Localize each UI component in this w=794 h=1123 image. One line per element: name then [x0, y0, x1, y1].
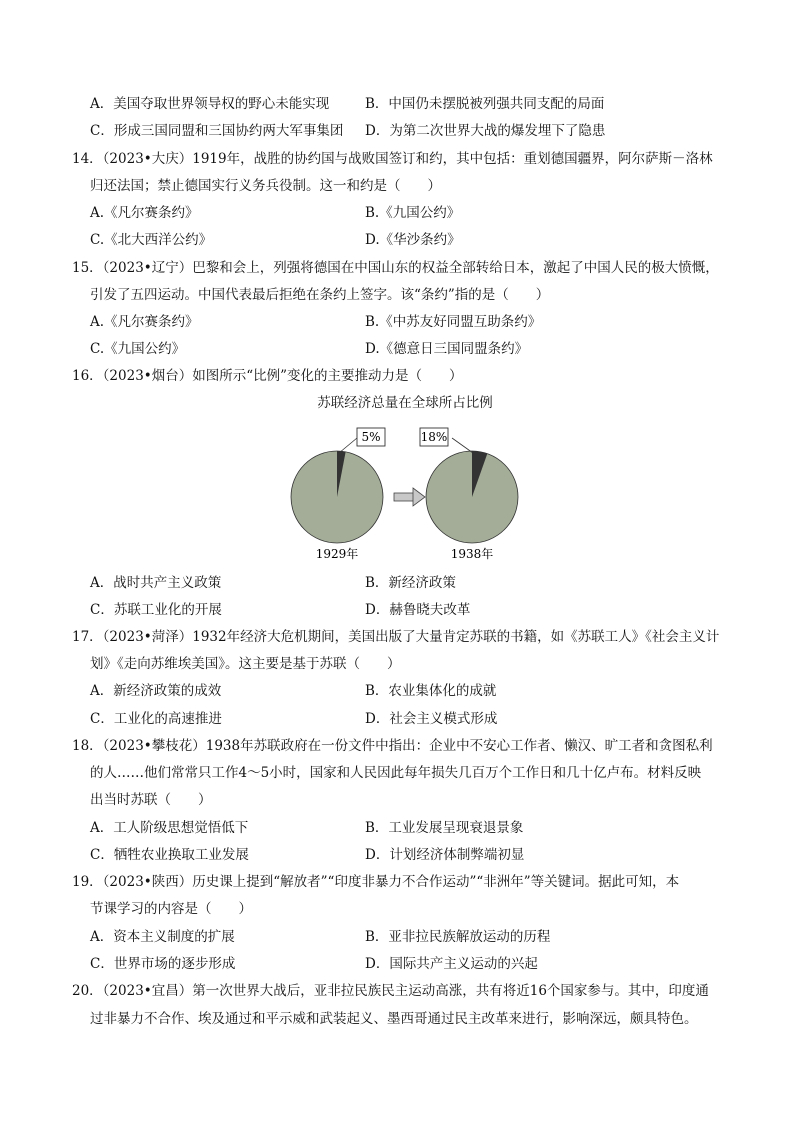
q19-stem-line1: 19．（2023•陕西）历史课上提到“解放者”“印度非暴力不合作运动”“非洲年”等关键词。据此可知，本 — [72, 874, 680, 890]
q19-option-d: D．国际共产主义运动的兴起 — [365, 956, 538, 972]
q14-option-a: A.《凡尔赛条约》 — [90, 205, 199, 221]
q18-stem-line1: 18．（2023•攀枝花）1938年苏联政府在一份文件中指出：企业中不安心工作者、懒汉、旷工者和贪图私利 — [72, 738, 713, 754]
q16-option-c: C．苏联工业化的开展 — [90, 602, 222, 618]
q18-stem-line3: 出当时苏联（ ） — [90, 792, 212, 808]
q18-stem-line2: 的人……他们常常只工作4～5小时，国家和人民因此每年损失几百万个工作日和几十亿卢布。材料反映 — [90, 765, 702, 781]
q14-option-c: C.《北大西洋公约》 — [90, 232, 213, 248]
q14-option-d: D.《华沙条约》 — [365, 232, 461, 248]
q16-stem-line1: 16．（2023•烟台）如图所示“比例”变化的主要推动力是（ ） — [72, 368, 463, 384]
share-label-1: 5% — [361, 430, 381, 444]
arrow-right-icon — [394, 488, 425, 506]
leader-line-1 — [339, 438, 357, 453]
q17-stem-line2: 划》《走向苏维埃美国》。这主要是基于苏联（ ） — [90, 656, 401, 672]
q14-stem-line1: 14．（2023•大庆）1919年，战胜的协约国与战败国签订和约，其中包括：重划德国疆界，阿尔萨斯－洛林 — [72, 151, 713, 167]
q15-option-b: B.《中苏友好同盟互助条约》 — [365, 314, 542, 330]
share-label-2: 18% — [420, 430, 448, 444]
q14-stem-line2: 归还法国；禁止德国实行义务兵役制。这一和约是（ ） — [90, 178, 441, 194]
q17-option-a: A．新经济政策的成效 — [90, 683, 222, 699]
q15-stem-line2: 引发了五四运动。中国代表最后拒绝在条约上签字。该“条约”指的是（ ） — [90, 287, 550, 303]
q17-option-c: C．工业化的高速推进 — [90, 711, 222, 727]
q17-stem-line1: 17．（2023•菏泽）1932年经济大危机期间，美国出版了大量肯定苏联的书籍，如《苏联工人》《社会主义计 — [72, 629, 720, 645]
year-label-2: 1938年 — [450, 547, 494, 561]
q20-stem-line1: 20．（2023•宜昌）第一次世界大战后，亚非拉民族民主运动高涨，共有将近16个国家参与。其中，印度通 — [72, 983, 709, 999]
q13-option-b: B．中国仍未摆脱被列强共同支配的局面 — [365, 96, 605, 112]
q13-option-d: D．为第二次世界大战的爆发埋下了隐患 — [365, 123, 606, 139]
q18-option-b: B．工业发展呈现衰退景象 — [365, 820, 524, 836]
q19-option-a: A．资本主义制度的扩展 — [90, 929, 235, 945]
pie-chart — [280, 390, 530, 570]
q19-option-b: B．亚非拉民族解放运动的历程 — [365, 929, 551, 945]
q16-option-d: D．赫鲁晓夫改革 — [365, 602, 471, 618]
q13-option-c: C．形成三国同盟和三国协约两大军事集团 — [90, 123, 344, 139]
q18-option-c: C．牺牲农业换取工业发展 — [90, 847, 249, 863]
chart-title: 苏联经济总量在全球所占比例 — [317, 395, 493, 411]
leader-line-2 — [452, 438, 473, 453]
q15-option-a: A.《凡尔赛条约》 — [90, 314, 199, 330]
q15-option-d: D.《德意日三国同盟条约》 — [365, 341, 529, 357]
q16-option-b: B．新经济政策 — [365, 575, 456, 591]
q15-stem-line1: 15．（2023•辽宁）巴黎和会上，列强将德国在中国山东的权益全部转给日本，激起了中国人民的极大愤慨， — [72, 260, 719, 276]
q14-option-b: B.《九国公约》 — [365, 205, 461, 221]
q15-option-c: C.《九国公约》 — [90, 341, 186, 357]
q18-option-a: A．工人阶级思想觉悟低下 — [90, 820, 249, 836]
year-label-1: 1929年 — [315, 547, 359, 561]
q13-option-a: A．美国夺取世界领导权的野心未能实现 — [90, 96, 330, 112]
q19-option-c: C．世界市场的逐步形成 — [90, 956, 236, 972]
q18-option-d: D．计划经济体制弊端初显 — [365, 847, 525, 863]
q17-option-b: B．农业集体化的成就 — [365, 683, 497, 699]
q20-stem-line2: 过非暴力不合作、埃及通过和平示威和武装起义、墨西哥通过民主改革来进行，影响深远，颇具特色。 — [90, 1011, 698, 1027]
q16-option-a: A．战时共产主义政策 — [90, 575, 222, 591]
q19-stem-line2: 节课学习的内容是（ ） — [90, 901, 252, 917]
q17-option-d: D．社会主义模式形成 — [365, 711, 498, 727]
